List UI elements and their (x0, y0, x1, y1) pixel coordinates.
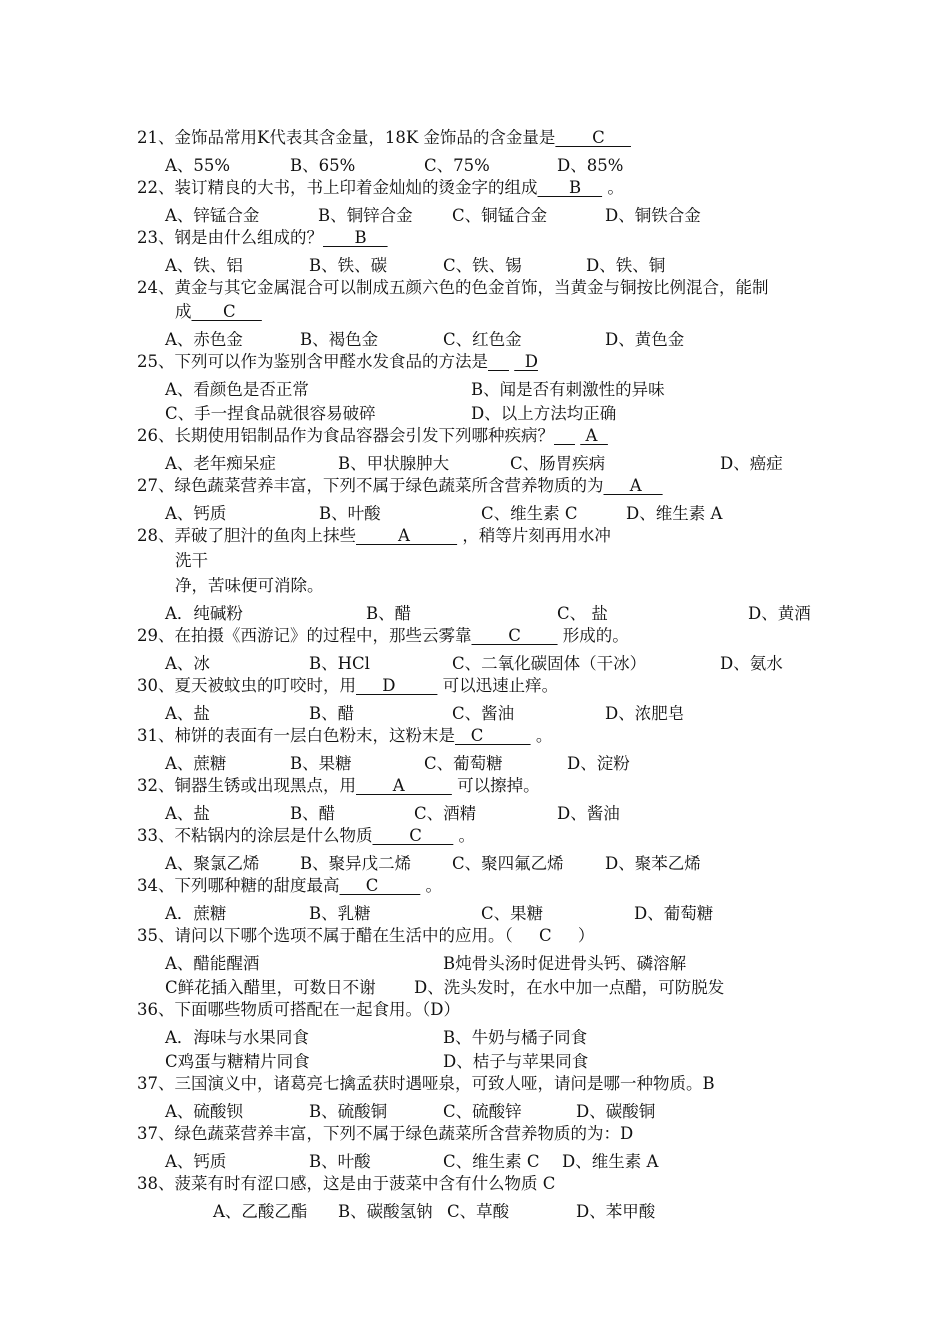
option-d: D、维生素 A (562, 1152, 659, 1171)
stem-text: 成 (175, 302, 192, 321)
option-a: A、钙质 (165, 504, 227, 523)
option-b: B、闻是否有刺激性的异味 (471, 380, 665, 399)
question-22-stem (137, 176, 624, 200)
option-b: B、叶酸 (319, 504, 381, 523)
option-d: D、癌症 (720, 454, 783, 473)
option-b: B、牛奶与橘子同食 (443, 1028, 588, 1047)
question-32-stem (137, 774, 540, 798)
question-23-stem (137, 226, 388, 250)
answer-blank: C (191, 302, 262, 321)
stem-text: 36、下面哪些物质可搭配在一起食用。（D） (137, 1000, 460, 1019)
option-d: D、苯甲酸 (576, 1202, 656, 1221)
option-a: A、老年痴呆症 (165, 454, 276, 473)
option-a: A、醋能醒酒 (165, 954, 260, 973)
question-30-stem (137, 674, 558, 698)
stem-text: 29、在拍摄《西游记》的过程中，那些云雾靠 (137, 626, 472, 645)
question-33-stem (137, 824, 475, 848)
question-26-stem (137, 424, 608, 448)
option-a: A、聚氯乙烯 (165, 854, 260, 873)
answer-blank: C (372, 826, 454, 845)
stem-tail: 形成的。 (557, 626, 629, 645)
question-38-stem (137, 1172, 555, 1196)
answer-blank: C (471, 626, 558, 645)
stem-text: 24、黄金与其它金属混合可以制成五颜六色的色金首饰，当黄金与铜按比例混合，能制 (137, 278, 769, 297)
stem-text: 34、下列哪种糖的甜度最高 (137, 876, 340, 895)
option-b: B炖骨头汤时促进骨头钙、磷溶解 (443, 954, 687, 973)
question-29-stem (137, 624, 629, 648)
option-b: B、褐色金 (300, 330, 379, 349)
option-d: D、维生素 A (626, 504, 723, 523)
option-c: C、红色金 (443, 330, 522, 349)
option-d: D、浓肥皂 (605, 704, 685, 723)
answer-blank: D (356, 676, 438, 695)
stem-text: 35、请问以下哪个选项不属于醋在生活中的应用。（ C ） (137, 926, 595, 945)
answer-blank: A (356, 776, 452, 795)
answer-blank: A (580, 426, 608, 445)
option-d: D、淀粉 (567, 754, 630, 773)
stem-text: 32、铜器生锈或出现黑点，用 (137, 776, 356, 795)
option-c: C鸡蛋与糖精片同食 (165, 1052, 310, 1071)
option-c: C、维生素 C (443, 1152, 540, 1171)
answer-blank-lead (554, 426, 575, 445)
question-28-stem-cont (175, 549, 208, 573)
question-27-stem (137, 474, 663, 498)
option-b: B、乳糖 (309, 904, 371, 923)
option-d: D、黄酒 (748, 604, 811, 623)
stem-text: 27、绿色蔬菜营养丰富，下列不属于绿色蔬菜所含营养物质的为 (137, 476, 604, 495)
option-c: C、 盐 (557, 604, 608, 623)
question-37a-stem (137, 1072, 715, 1096)
option-c: C、酒精 (414, 804, 477, 823)
option-a: A、锌锰合金 (165, 206, 260, 225)
question-36-stem (137, 998, 460, 1022)
option-d: D、黄色金 (605, 330, 685, 349)
question-31-stem (137, 724, 552, 748)
option-a: A、冰 (165, 654, 210, 673)
option-a: A、盐 (165, 804, 210, 823)
answer-blank: B (323, 228, 388, 247)
option-c: C、手一捏食品就很容易破碎 (165, 404, 376, 423)
stem-text: 33、不粘锅内的涂层是什么物质 (137, 826, 373, 845)
stem-tail: 可以迅速止痒。 (437, 676, 559, 695)
option-c: C、75% (424, 156, 490, 175)
answer-blank: B (537, 178, 603, 197)
option-c: C、聚四氟乙烯 (452, 854, 564, 873)
stem-text: 37、绿色蔬菜营养丰富，下列不属于绿色蔬菜所含营养物质的为：D (137, 1124, 634, 1143)
option-d: D、碳酸铜 (576, 1102, 656, 1121)
answer-blank: C (339, 876, 421, 895)
option-a: A．纯碱粉 (165, 604, 243, 623)
question-21-stem (137, 126, 631, 150)
option-a: A、看颜色是否正常 (165, 380, 309, 399)
stem-text: 22、装订精良的大书，书上印着金灿灿的烫金字的组成 (137, 178, 538, 197)
stem-tail: 。 (530, 726, 553, 745)
question-34-stem (137, 874, 442, 898)
option-c: C、草酸 (447, 1202, 510, 1221)
question-28-stem (137, 524, 611, 548)
option-d: D、85% (557, 156, 624, 175)
stem-tail: ，稍等片刻再用水冲 (457, 526, 611, 545)
option-d: D、氨水 (720, 654, 783, 673)
option-c: C、葡萄糖 (424, 754, 503, 773)
stem-text: 21、金饰品常用K代表其含金量，18K 金饰品的含金量是 (137, 128, 556, 147)
stem-text: 洗干 (175, 551, 208, 570)
option-d: D、以上方法均正确 (471, 404, 617, 423)
option-a: A、蔗糖 (165, 754, 227, 773)
answer-blank: D (514, 352, 538, 371)
stem-text: 38、菠菜有时有涩口感，这是由于菠菜中含有什么物质 C (137, 1174, 556, 1193)
option-c: C、铜锰合金 (452, 206, 548, 225)
question-24-stem (137, 276, 769, 300)
option-b: B、叶酸 (309, 1152, 371, 1171)
option-c: C鲜花插入醋里，可数日不谢 (165, 978, 376, 997)
option-d: D、聚苯乙烯 (605, 854, 701, 873)
option-a: A、钙质 (165, 1152, 227, 1171)
option-d: D、铁、铜 (586, 256, 666, 275)
answer-blank: A (356, 526, 458, 545)
option-a: A、铁、铝 (165, 256, 243, 275)
option-d: D、葡萄糖 (634, 904, 714, 923)
stem-text: 净，苦味便可消除。 (175, 576, 324, 595)
answer-blank-lead (488, 352, 509, 371)
option-d: D、酱油 (557, 804, 620, 823)
option-b: B、HCl (309, 654, 370, 673)
option-c: C、硫酸锌 (443, 1102, 522, 1121)
option-c: C、铁、锡 (443, 256, 522, 275)
option-d: D、洗头发时，在水中加一点醋，可防脱发 (414, 978, 725, 997)
option-b: B、醋 (366, 604, 412, 623)
option-b: B、醋 (309, 704, 355, 723)
option-b: B、聚异戊二烯 (300, 854, 412, 873)
option-b: B、果糖 (290, 754, 352, 773)
option-d: D、桔子与苹果同食 (443, 1052, 589, 1071)
option-c: C、二氧化碳固体（干冰） (452, 654, 647, 673)
stem-text: 37、三国演义中，诸葛亮七擒孟获时遇哑泉，可致人哑，请问是哪一种物质。B (137, 1074, 715, 1093)
option-a: A．海味与水果同食 (165, 1028, 309, 1047)
question-24-stem-cont (175, 300, 262, 324)
option-a: A、乙酸乙酯 (213, 1202, 308, 1221)
option-a: A、盐 (165, 704, 210, 723)
option-b: B、硫酸铜 (309, 1102, 388, 1121)
stem-tail: 。 (420, 876, 443, 895)
option-b: B、醋 (290, 804, 336, 823)
stem-tail: 可以擦掉。 (451, 776, 540, 795)
option-b: B、碳酸氢钠 (338, 1202, 433, 1221)
option-b: B、65% (290, 156, 356, 175)
answer-blank: A (603, 476, 663, 495)
option-a: A、赤色金 (165, 330, 243, 349)
question-37b-stem (137, 1122, 633, 1146)
stem-text: 31、柿饼的表面有一层白色粉末，这粉末是 (137, 726, 455, 745)
stem-tail: 。 (602, 178, 624, 197)
stem-text: 25、下列可以作为鉴别含甲醛水发食品的方法是 (137, 352, 488, 371)
option-b: B、甲状腺肿大 (338, 454, 450, 473)
option-a: A、55% (165, 156, 231, 175)
question-25-stem (137, 350, 538, 374)
stem-text: 30、夏天被蚊虫的叮咬时，用 (137, 676, 356, 695)
stem-tail: 。 (453, 826, 476, 845)
option-a: A．蔗糖 (165, 904, 227, 923)
option-c: C、果糖 (481, 904, 544, 923)
option-a: A、硫酸钡 (165, 1102, 243, 1121)
option-c: C、肠胃疾病 (510, 454, 606, 473)
question-35-stem (137, 924, 594, 948)
option-c: C、酱油 (452, 704, 515, 723)
question-28-stem-cont2 (175, 574, 324, 598)
answer-blank: C (455, 726, 531, 745)
stem-text: 28、弄破了胆汁的鱼肉上抹些 (137, 526, 356, 545)
stem-text: 23、钢是由什么组成的？ (137, 228, 323, 247)
option-c: C、维生素 C (481, 504, 578, 523)
answer-blank: C (555, 128, 631, 147)
option-d: D、铜铁合金 (605, 206, 701, 225)
option-b: B、铁、碳 (309, 256, 388, 275)
option-b: B、铜锌合金 (318, 206, 413, 225)
stem-text: 26、长期使用铝制品作为食品容器会引发下列哪种疾病？ (137, 426, 554, 445)
